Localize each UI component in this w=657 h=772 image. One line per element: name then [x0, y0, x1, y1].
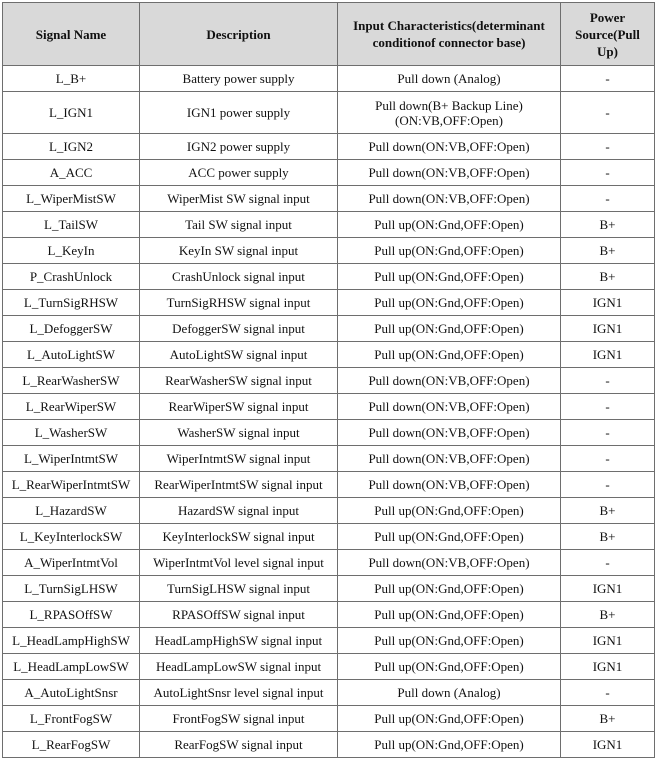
description-cell: DefoggerSW signal input — [140, 316, 338, 342]
header-signal-name: Signal Name — [3, 3, 140, 66]
signal-name-cell: A_AutoLightSnsr — [3, 680, 140, 706]
signal-name-cell: L_WiperIntmtSW — [3, 446, 140, 472]
description-cell: KeyIn SW signal input — [140, 238, 338, 264]
input-characteristics-cell: Pull down(B+ Backup Line)(ON:VB,OFF:Open) — [338, 92, 561, 134]
description-cell: IGN2 power supply — [140, 134, 338, 160]
table-row — [3, 160, 655, 186]
description-cell: RearWiperIntmtSW signal input — [140, 472, 338, 498]
signal-name-cell: L_AutoLightSW — [3, 342, 140, 368]
description-cell: AutoLightSnsr level signal input — [140, 680, 338, 706]
power-source-cell: IGN1 — [561, 654, 655, 680]
power-source-cell: - — [561, 160, 655, 186]
input-characteristics-cell: Pull up(ON:Gnd,OFF:Open) — [338, 628, 561, 654]
input-characteristics-cell: Pull up(ON:Gnd,OFF:Open) — [338, 576, 561, 602]
signal-name-cell: L_KeyIn — [3, 238, 140, 264]
description-cell: TurnSigLHSW signal input — [140, 576, 338, 602]
signal-name-cell: A_WiperIntmtVol — [3, 550, 140, 576]
signal-name-cell: L_DefoggerSW — [3, 316, 140, 342]
table-row — [3, 498, 655, 524]
power-source-cell: IGN1 — [561, 628, 655, 654]
description-cell: WiperIntmtVol level signal input — [140, 550, 338, 576]
signal-name-cell: L_HazardSW — [3, 498, 140, 524]
power-source-cell: - — [561, 368, 655, 394]
power-source-cell: - — [561, 134, 655, 160]
header-description: Description — [140, 3, 338, 66]
input-characteristics-cell: Pull up(ON:Gnd,OFF:Open) — [338, 524, 561, 550]
description-cell: HeadLampLowSW signal input — [140, 654, 338, 680]
description-cell: TurnSigRHSW signal input — [140, 290, 338, 316]
power-source-cell: B+ — [561, 264, 655, 290]
power-source-cell: IGN1 — [561, 290, 655, 316]
input-characteristics-cell: Pull down(ON:VB,OFF:Open) — [338, 394, 561, 420]
table-row — [3, 134, 655, 160]
table-row — [3, 316, 655, 342]
table-row — [3, 550, 655, 576]
input-characteristics-cell: Pull down (Analog) — [338, 680, 561, 706]
power-source-cell: B+ — [561, 524, 655, 550]
power-source-cell: - — [561, 394, 655, 420]
signal-name-cell: L_WiperMistSW — [3, 186, 140, 212]
signal-name-cell: P_CrashUnlock — [3, 264, 140, 290]
table-row — [3, 706, 655, 732]
input-characteristics-cell: Pull down(ON:VB,OFF:Open) — [338, 186, 561, 212]
description-cell: Battery power supply — [140, 66, 338, 92]
power-source-cell: - — [561, 186, 655, 212]
signal-table — [2, 2, 655, 758]
table-row — [3, 264, 655, 290]
table-row — [3, 576, 655, 602]
power-source-cell: - — [561, 680, 655, 706]
table-row — [3, 472, 655, 498]
signal-name-cell: L_KeyInterlockSW — [3, 524, 140, 550]
signal-name-cell: L_TurnSigLHSW — [3, 576, 140, 602]
signal-name-cell: L_IGN1 — [3, 92, 140, 134]
description-cell: HeadLampHighSW signal input — [140, 628, 338, 654]
table-row — [3, 602, 655, 628]
input-characteristics-cell: Pull up(ON:Gnd,OFF:Open) — [338, 602, 561, 628]
table-row — [3, 394, 655, 420]
power-source-cell: - — [561, 550, 655, 576]
description-cell: RearWiperSW signal input — [140, 394, 338, 420]
signal-name-cell: L_RearWiperSW — [3, 394, 140, 420]
input-characteristics-cell: Pull down(ON:VB,OFF:Open) — [338, 472, 561, 498]
table-row — [3, 92, 655, 134]
description-cell: KeyInterlockSW signal input — [140, 524, 338, 550]
description-cell: RearFogSW signal input — [140, 732, 338, 758]
signal-name-cell: L_RearFogSW — [3, 732, 140, 758]
input-characteristics-cell: Pull down(ON:VB,OFF:Open) — [338, 446, 561, 472]
power-source-cell: B+ — [561, 602, 655, 628]
table-row — [3, 290, 655, 316]
table-row — [3, 420, 655, 446]
input-characteristics-cell: Pull up(ON:Gnd,OFF:Open) — [338, 290, 561, 316]
signal-name-cell: L_WasherSW — [3, 420, 140, 446]
description-cell: AutoLightSW signal input — [140, 342, 338, 368]
input-characteristics-cell: Pull up(ON:Gnd,OFF:Open) — [338, 654, 561, 680]
description-cell: IGN1 power supply — [140, 92, 338, 134]
description-cell: RPASOffSW signal input — [140, 602, 338, 628]
signal-name-cell: L_HeadLampLowSW — [3, 654, 140, 680]
signal-name-cell: A_ACC — [3, 160, 140, 186]
input-characteristics-cell: Pull down(ON:VB,OFF:Open) — [338, 160, 561, 186]
description-cell: CrashUnlock signal input — [140, 264, 338, 290]
input-characteristics-cell: Pull up(ON:Gnd,OFF:Open) — [338, 732, 561, 758]
signal-name-cell: L_IGN2 — [3, 134, 140, 160]
signal-name-cell: L_RearWasherSW — [3, 368, 140, 394]
input-characteristics-cell: Pull up(ON:Gnd,OFF:Open) — [338, 238, 561, 264]
power-source-cell: - — [561, 420, 655, 446]
input-characteristics-cell: Pull up(ON:Gnd,OFF:Open) — [338, 498, 561, 524]
signal-name-cell: L_TurnSigRHSW — [3, 290, 140, 316]
description-cell: WasherSW signal input — [140, 420, 338, 446]
description-cell: HazardSW signal input — [140, 498, 338, 524]
table-row — [3, 238, 655, 264]
signal-name-cell: L_TailSW — [3, 212, 140, 238]
input-characteristics-cell: Pull up(ON:Gnd,OFF:Open) — [338, 342, 561, 368]
power-source-cell: IGN1 — [561, 576, 655, 602]
power-source-cell: - — [561, 472, 655, 498]
signal-name-cell: L_RearWiperIntmtSW — [3, 472, 140, 498]
description-cell: WiperMist SW signal input — [140, 186, 338, 212]
table-row — [3, 524, 655, 550]
signal-name-cell: L_HeadLampHighSW — [3, 628, 140, 654]
table-row — [3, 732, 655, 758]
table-row — [3, 66, 655, 92]
input-characteristics-cell: Pull down(ON:VB,OFF:Open) — [338, 420, 561, 446]
table-row — [3, 654, 655, 680]
power-source-cell: IGN1 — [561, 732, 655, 758]
input-characteristics-cell: Pull down(ON:VB,OFF:Open) — [338, 134, 561, 160]
input-characteristics-cell: Pull up(ON:Gnd,OFF:Open) — [338, 706, 561, 732]
description-cell: RearWasherSW signal input — [140, 368, 338, 394]
input-characteristics-cell: Pull up(ON:Gnd,OFF:Open) — [338, 316, 561, 342]
input-characteristics-cell: Pull up(ON:Gnd,OFF:Open) — [338, 264, 561, 290]
table-row — [3, 212, 655, 238]
table-row — [3, 446, 655, 472]
signal-name-cell: L_B+ — [3, 66, 140, 92]
description-cell: FrontFogSW signal input — [140, 706, 338, 732]
description-cell: ACC power supply — [140, 160, 338, 186]
input-characteristics-cell: Pull up(ON:Gnd,OFF:Open) — [338, 212, 561, 238]
power-source-cell: B+ — [561, 212, 655, 238]
power-source-cell: - — [561, 92, 655, 134]
power-source-cell: - — [561, 66, 655, 92]
table-row — [3, 628, 655, 654]
table-row — [3, 186, 655, 212]
table-row — [3, 342, 655, 368]
input-characteristics-cell: Pull down (Analog) — [338, 66, 561, 92]
power-source-cell: - — [561, 446, 655, 472]
signal-name-cell: L_FrontFogSW — [3, 706, 140, 732]
description-cell: WiperIntmtSW signal input — [140, 446, 338, 472]
power-source-cell: B+ — [561, 238, 655, 264]
header-power-source: Power Source(Pull Up) — [561, 3, 655, 66]
table-row — [3, 368, 655, 394]
input-characteristics-cell: Pull down(ON:VB,OFF:Open) — [338, 550, 561, 576]
power-source-cell: IGN1 — [561, 316, 655, 342]
power-source-cell: IGN1 — [561, 342, 655, 368]
power-source-cell: B+ — [561, 498, 655, 524]
description-cell: Tail SW signal input — [140, 212, 338, 238]
signal-name-cell: L_RPASOffSW — [3, 602, 140, 628]
power-source-cell: B+ — [561, 706, 655, 732]
header-input-characteristics: Input Characteristics(determinant conditionof connector base) — [338, 3, 561, 66]
table-row — [3, 680, 655, 706]
input-characteristics-cell: Pull down(ON:VB,OFF:Open) — [338, 368, 561, 394]
header-row — [3, 3, 655, 66]
